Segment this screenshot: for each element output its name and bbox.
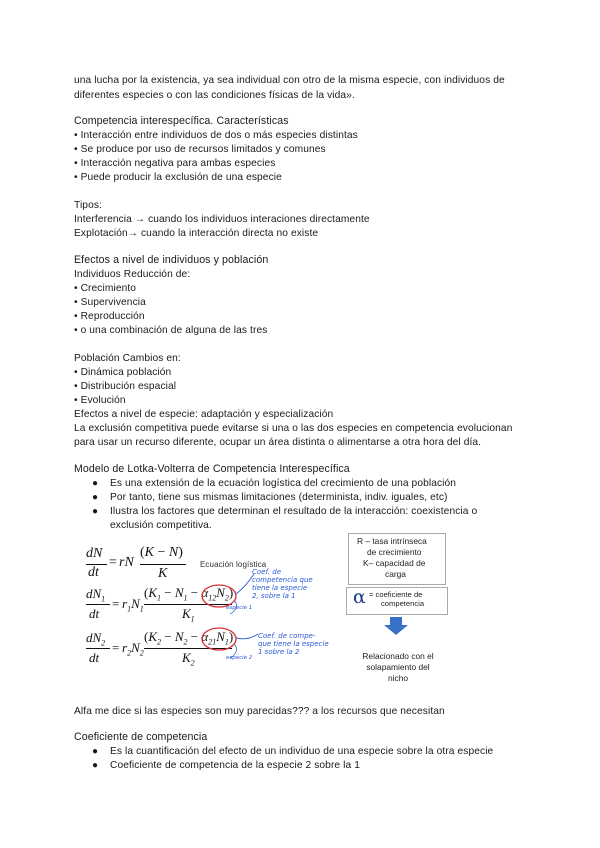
- bullet-icon: ●: [92, 478, 99, 489]
- eq-label-logistica: Ecuación logística: [200, 560, 267, 569]
- eq3-numerator: $(K_2 - N_2 - \alpha_{21}N_1)$: [144, 629, 234, 647]
- definitions-panel: [344, 531, 452, 693]
- eq1-denominator: K: [158, 566, 168, 581]
- eq3-denominator: $K_2$: [182, 650, 195, 668]
- alpha-definition-box: [346, 587, 448, 615]
- box-line: K– capacidad de: [363, 558, 426, 568]
- parameters-box: [348, 533, 446, 585]
- eq3-rn: $r_2N_2$: [122, 640, 144, 658]
- equals-sign: =: [112, 596, 120, 611]
- list-item: • Interacción negativa para ambas especies: [74, 158, 276, 169]
- intro-line-2: diferentes especies o con las condiciones físicas de la vida».: [74, 90, 355, 101]
- tipo-explotacion: Explotación→ cuando la interacción directa no existe: [74, 228, 319, 239]
- tipo-interferencia: Interferencia → cuando los individuos interaciones directamente: [74, 214, 370, 225]
- eq2-denominator: $K_1$: [182, 606, 195, 624]
- bullet-icon: ●: [92, 492, 99, 503]
- box-line: R – tasa intrínseca: [357, 536, 427, 546]
- species-2-label: especie 2: [226, 655, 253, 661]
- niche-line: Relacionado con el: [362, 651, 434, 661]
- eq2-denominator-left: dt: [89, 606, 100, 621]
- list-item: • Se produce por uso de recursos limitados y comunes: [74, 144, 326, 155]
- tipos-label: Tipos:: [74, 200, 102, 211]
- niche-line: nicho: [387, 673, 409, 683]
- alfa-note: Alfa me dice si las especies son muy parecidas??? a los recursos que necesitan: [74, 706, 445, 717]
- section-title-efectos: Efectos a nivel de individuos y población: [74, 254, 269, 266]
- list-item: • Evolución: [74, 395, 126, 406]
- section-title-lotka-volterra: Modelo de Lotka-Volterra de Competencia Interespecífica: [74, 463, 350, 475]
- list-item: • Crecimiento: [74, 283, 137, 294]
- list-item: • Dinámica población: [74, 367, 172, 378]
- alpha-symbol: α: [353, 586, 366, 608]
- list-item: • Interacción entre individuos de dos o más especies distintas: [74, 130, 358, 141]
- alpha21-circle: [202, 628, 236, 650]
- list-item: • Puede producir la exclusión de una especie: [74, 172, 282, 183]
- eq2-numerator: $(K_1 - N_1 - \alpha_{12}N_2)$: [144, 585, 234, 603]
- box-line: de crecimiento: [367, 547, 422, 557]
- list-item: • Distribución espacial: [74, 381, 177, 392]
- individuos-label: Individuos Reducción de:: [74, 269, 191, 280]
- bullet-icon: ●: [92, 760, 99, 771]
- section-title-competencia: Competencia interespecífica. Características: [74, 115, 289, 127]
- efectos-especie: Efectos a nivel de especie: adaptación y especialización: [74, 409, 334, 420]
- exclusion-line-2: para usar un recurso diferente, ocupar un área distinta o alimentarse a otra hora del día.: [74, 437, 482, 448]
- species-1-label: especie 1: [226, 605, 253, 611]
- list-item: Por tanto, tiene sus mismas limitaciones (determinista, indiv. iguales, etc): [110, 492, 448, 503]
- list-item: Ilustra los factores que determinan el resultado de la interacción: coexistencia o: [110, 506, 478, 517]
- equations-figure: [84, 538, 346, 690]
- list-item: Coeficiente de competencia de la especie 2 sobre la 1: [110, 760, 360, 771]
- list-item: Es una extensión de la ecuación logística del crecimiento de una población: [110, 478, 457, 489]
- handwritten-note-alpha12: Coef. de competencia que tiene la especie 2, sobre la 1: [252, 568, 313, 600]
- box-line: carga: [385, 569, 406, 579]
- alpha-desc-line: = coeficiente de: [369, 590, 423, 599]
- handwritten-note-alpha21: Coef. de compe- que tiene la especie 1 sobre la 2: [258, 632, 329, 656]
- note-arrow-2: [236, 634, 258, 639]
- bullet-icon: ●: [92, 746, 99, 757]
- niche-line: solapamiento del: [366, 662, 430, 672]
- poblacion-label: Población Cambios en:: [74, 353, 181, 364]
- annotation-overlay: [84, 538, 346, 690]
- list-item: Es la cuantificación del efecto de un individuo de una especie sobre la otra especie: [110, 746, 494, 757]
- equals-sign: =: [112, 640, 120, 655]
- eq1-numerator: (K − N): [140, 545, 183, 560]
- eq3-denominator-left: dt: [89, 650, 100, 665]
- list-item-continuation: exclusión competitiva.: [110, 520, 212, 531]
- exclusion-line-1: La exclusión competitiva puede evitarse si una o las dos especies en competencia evolucionan: [74, 423, 513, 434]
- eq2-numerator-left: $dN_1$: [86, 586, 106, 604]
- eq1-rn: rN: [119, 555, 134, 570]
- eq2-rn: $r_1N_1$: [122, 596, 144, 614]
- equals-sign: =: [109, 555, 117, 570]
- eq3-numerator-left: $dN_2$: [86, 630, 106, 648]
- list-item: • Reproducción: [74, 311, 145, 322]
- intro-line-1: una lucha por la existencia, ya sea individual con otro de la misma especie, con individuos de: [74, 75, 505, 86]
- bullet-icon: ●: [92, 506, 99, 517]
- list-item: • o una combinación de alguna de las tres: [74, 325, 268, 336]
- eq1-denominator-left: dt: [88, 565, 99, 580]
- down-arrow-icon: [344, 617, 452, 647]
- alpha-desc-line: competencia: [381, 599, 425, 608]
- list-item: • Supervivencia: [74, 297, 146, 308]
- section-title-coeficiente: Coeficiente de competencia: [74, 731, 208, 743]
- eq1-numerator-left: dN: [86, 546, 103, 561]
